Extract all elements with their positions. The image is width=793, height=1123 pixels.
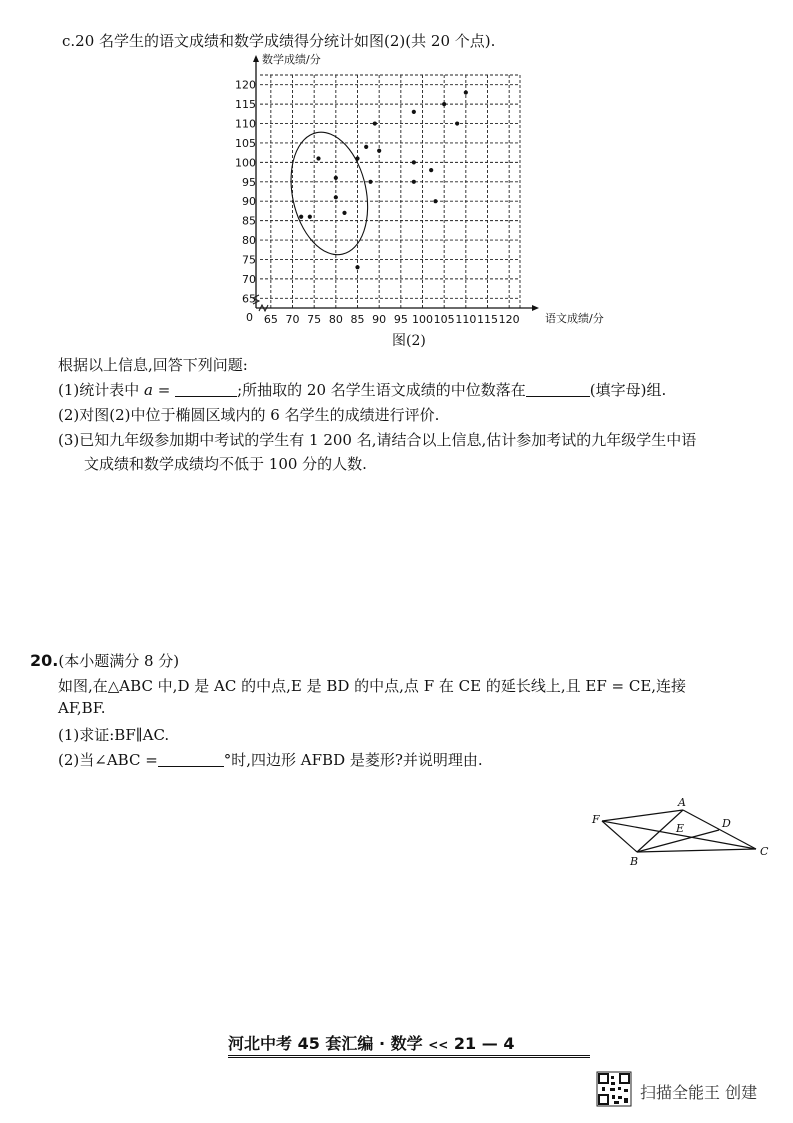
problem-20-header	[30, 650, 179, 671]
y-tick-label: 115	[235, 98, 256, 112]
label-c: C	[760, 845, 769, 858]
y-tick-label: 105	[235, 136, 256, 150]
intro-line	[62, 30, 495, 51]
q1-blank-group[interactable]	[526, 382, 590, 397]
q3-num: (3)	[58, 431, 80, 449]
data-point	[364, 145, 368, 149]
q2-num: (2)	[58, 406, 80, 424]
x-axis-break	[259, 305, 268, 311]
y-tick-label: 80	[242, 234, 256, 248]
q1-part2: ;所抽取的 20 名学生语文成绩的中位数落在	[237, 381, 526, 399]
x-tick-label: 95	[393, 313, 408, 326]
footer-book: 河北中考 45 套汇编 · 数学	[228, 1034, 423, 1053]
data-point	[412, 110, 416, 114]
sub2-pre: (2)当∠ABC =	[58, 751, 158, 769]
q1-var: a	[144, 381, 153, 399]
data-point	[442, 102, 446, 106]
data-point	[429, 168, 433, 172]
x-tick-label: 105	[433, 313, 455, 326]
triangle-figure	[585, 795, 775, 870]
segment-ac	[683, 810, 756, 849]
data-point	[368, 180, 372, 184]
data-point	[316, 156, 320, 160]
question-2	[58, 404, 439, 425]
label-b: B	[630, 855, 639, 868]
q1-eq: =	[153, 381, 176, 399]
question-1	[58, 379, 666, 400]
segment-bc	[637, 849, 756, 852]
intro-text: 20 名学生的语文成绩和数学成绩得分统计如图(2)(共 20 个点).	[75, 32, 496, 50]
question-3	[58, 429, 696, 450]
y-tick-label: 110	[235, 117, 256, 131]
footer-arrows: <<	[428, 1038, 449, 1052]
data-point	[373, 121, 377, 125]
x-tick-label: 120	[498, 313, 520, 326]
x-tick-label: 110	[455, 313, 477, 326]
data-point	[334, 176, 338, 180]
data-point	[455, 121, 459, 125]
x-tick-label: 85	[350, 313, 365, 326]
q1-part1: 统计表中	[79, 381, 140, 399]
problem-20-score: (本小题满分 8 分)	[58, 652, 180, 670]
x-axis-label: 语文成绩/分	[545, 312, 604, 325]
sub2-blank-angle[interactable]	[158, 752, 224, 767]
scan-credit: 扫描全能王 创建	[640, 1083, 758, 1102]
data-point	[308, 215, 312, 219]
segment-bf	[602, 821, 637, 852]
highlight-ellipse	[280, 125, 378, 262]
label-a: A	[678, 796, 686, 809]
data-point	[342, 211, 346, 215]
q2-text: 对图(2)中位于椭圆区域内的 6 名学生的成绩进行评价.	[79, 406, 440, 424]
data-point	[355, 265, 359, 269]
page-footer	[228, 1031, 590, 1058]
questions-intro: 根据以上信息,回答下列问题:	[58, 356, 248, 374]
label-d: D	[722, 817, 731, 830]
intro-label: c.	[62, 32, 76, 50]
scatter-chart	[235, 50, 604, 335]
y-tick-label: 120	[235, 78, 256, 92]
q3-line1: 已知九年级参加期中考试的学生有 1 200 名,请结合以上信息,估计参加考试的九年级学生中语	[79, 431, 697, 449]
y-tick-label: 90	[242, 195, 256, 209]
x-tick-label: 90	[372, 313, 387, 326]
y-tick-label: 95	[242, 175, 256, 189]
y-tick-label: 75	[242, 253, 256, 267]
data-point	[299, 215, 303, 219]
data-point	[377, 149, 381, 153]
problem-20-number: 20.	[30, 651, 59, 670]
q3-line2: 文成绩和数学成绩均不低于 100 分的人数.	[84, 455, 367, 473]
y-tick-label: 100	[235, 156, 256, 170]
x-tick-label: 115	[477, 313, 498, 326]
problem-20-sub2	[58, 749, 483, 770]
data-point	[433, 199, 437, 203]
problem-20-stem-1: 如图,在△ABC 中,D 是 AC 的中点,E 是 BD 的中点,点 F 在 CE 的延长线上,且 EF = CE,连接	[58, 677, 687, 695]
chart-grid	[260, 75, 520, 308]
data-point	[464, 90, 468, 94]
x-axis-arrow	[532, 305, 539, 311]
y-tick-label: 70	[242, 272, 256, 286]
data-point	[334, 195, 338, 199]
x-tick-label: 100	[412, 313, 433, 326]
problem-20-sub1: (1)求证:BF∥AC.	[58, 726, 170, 744]
figure-caption: 图(2)	[392, 333, 426, 349]
label-f: F	[592, 813, 600, 826]
q1-blank-a[interactable]	[175, 382, 237, 397]
x-tick-label: 80	[328, 313, 343, 326]
chart-ticks	[235, 79, 520, 326]
y-tick-label: 85	[242, 214, 256, 228]
y-axis-label: 数学成绩/分	[262, 53, 321, 66]
data-point	[412, 160, 416, 164]
label-e: E	[676, 822, 685, 835]
problem-20-stem-2: AF,BF.	[58, 699, 106, 717]
chart-axes	[253, 55, 539, 311]
y-tick-label: 65	[242, 292, 256, 306]
sub2-post: °时,四边形 AFBD 是菱形?并说明理由.	[223, 751, 483, 769]
q1-part3: (填字母)组.	[589, 381, 667, 399]
segment-af	[602, 810, 683, 821]
qr-code-icon	[597, 1072, 631, 1106]
origin-label: 0	[246, 311, 253, 324]
q1-num: (1)	[58, 381, 80, 399]
chart-points	[280, 90, 468, 269]
x-tick-label: 65	[263, 313, 278, 326]
data-point	[412, 180, 416, 184]
x-tick-label: 70	[285, 313, 300, 326]
y-axis-arrow	[253, 55, 259, 62]
footer-page: 21 — 4	[453, 1034, 515, 1053]
x-tick-label: 75	[307, 313, 322, 326]
